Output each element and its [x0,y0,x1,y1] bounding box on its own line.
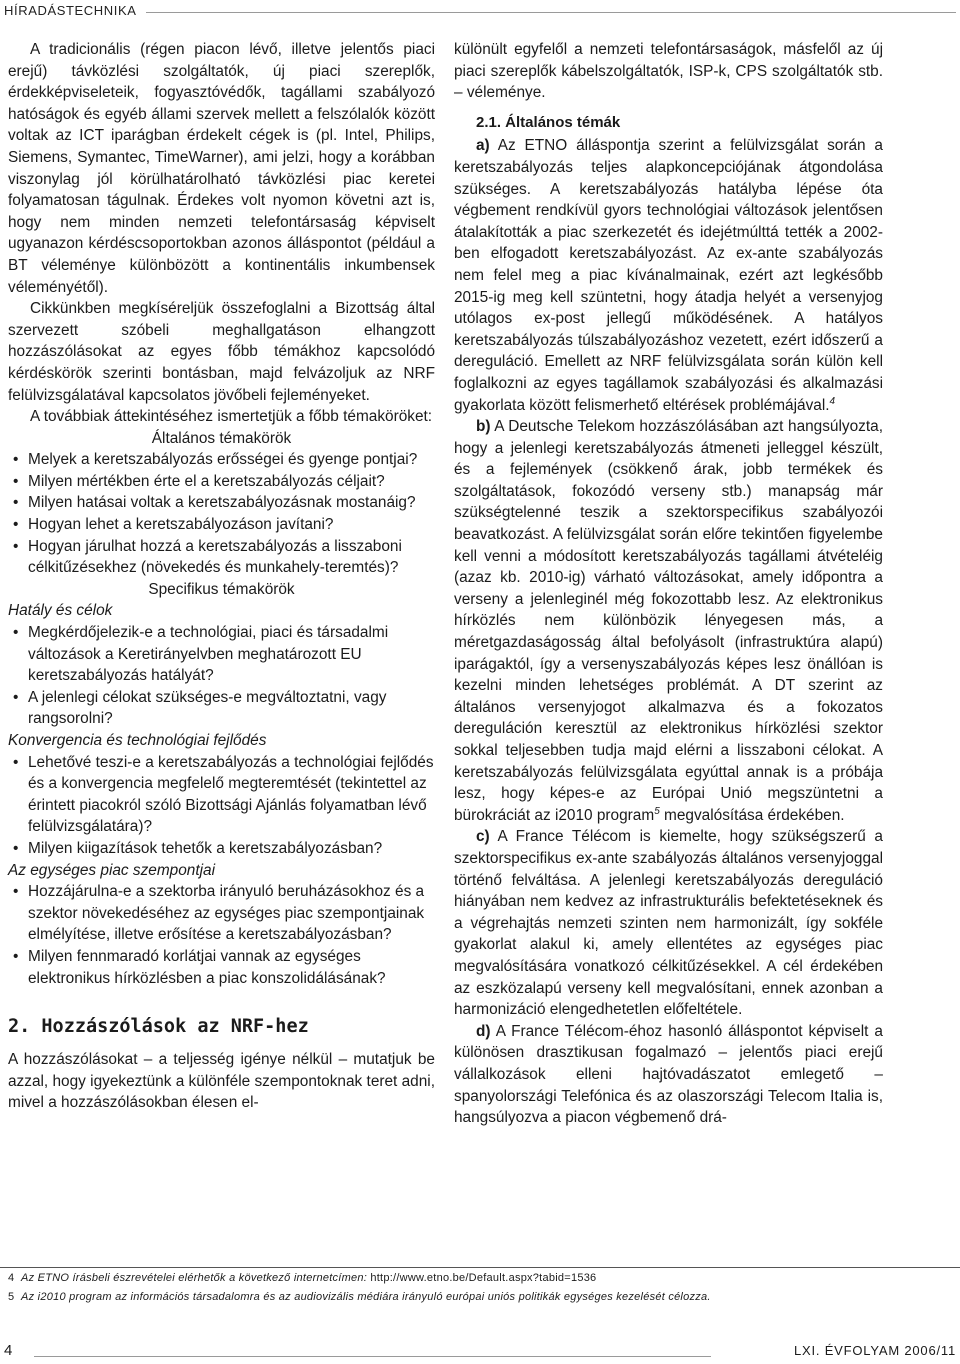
item-text-d: A France Télécom-éhoz hasonló álláspontot képviselt a különösen drasztikusan fogalmazó – jelentős piaci erejű vállalkozások elleni hajtóvadászatot emlegető – spanyolországi Telefónica és az olaszországi Telecom Italia is, hangsúlyozva a piacon végbemenő drá- [454,1022,883,1127]
volume-info: LXI. ÉVFOLYAM 2006/11 [793,1343,956,1358]
section-heading-2: 2. Hozzászólások az NRF-hez [8,1016,309,1038]
paragraph-b [454,416,883,826]
heading-specific-topics: Specifikus témakörök [148,580,295,598]
item-label-c: c) [476,828,490,846]
paragraph-summary: Cikkünkben megkíséreljük összefoglalni a Bizottság által szervezett szóbeli meghallgatáson elhangzott hozzászólásokat az egyes főbb témákhoz kapcsolódó kérdéskörök szerinti bontásban, majd felvázoljuk az NRF felülvizsgálatával kapcsolatos jövőbeli fejleményeket. [8,300,435,404]
list-item: • Megkérdőjelezik-e a technológiai, piaci és társadalmi változások a Keretirányelvben meghatározott EU keretszabályozás hatályát? [8,622,435,687]
subheading-scope: Hatály és célok [8,602,113,620]
paragraph-c [454,826,883,1020]
item-text-b: A Deutsche Telekom hozzászólásában azt hangsúlyozta, hogy a jelenlegi keretszabályozás átmeneti jelleggel készült, és a fejlemények (csökkenő árak, jobb termékek és szolgáltatások, fokozódó verseny stb.) manapság már szükségtelenné teszik a szektorspecifikus szabályozói beavatkozást. A felülvizsgálat során előre tekintően figyelembe kell venni a módosított keretszabályozás tagállami átvételéig (azaz kb. 2010-ig) várható változásokat, amely időpontra a verseny a jelenleginél még fokozottabb lesz. Az elektronikus hírközlés nem különbözik lényegesen más, a méretgazdaságosság által befolyásolt (infrastruktúra alapú) iparágaktól, így a versenyszabályozás képes lesz önállóan is kezelni minden lehetséges problémát. A DT szerint az általános versenyjogot alkalmazva és a fokozatos dereguláción keresztül az elektronikus hírközlési szektor sokkal teljesebben tudja majd elérni a lisszaboni célokat. A keretszabályozás felülvizsgálata egyúttal annak is a próbája lesz, hogy képes-e az Európai Unió megszüntetni a bürokráciát az i2010 program [454,418,883,824]
header-rule [146,12,956,13]
page-footer [4,1340,956,1362]
footnote-number: 4 [8,1272,15,1284]
general-topics-list [8,449,435,579]
heading-general-topics: Általános témakörök [151,429,292,447]
footnote-text: Az ETNO írásbeli észrevételei elérhetők a következő internetcímen: [21,1272,368,1284]
subsection-heading-2-1: 2.1. Általános témák [476,113,621,131]
footnote-ref-5: 5 [654,805,660,817]
list-item: • Lehetővé teszi-e a keretszabályozás a technológiai fejlődés és a konvergencia megfelelő megteremtését (tekintettel az érintett piacokról szóló Bizottsági Ajánlás folyamatban lévő felülvizsgálatára)? [8,752,435,838]
footnote-4 [8,1272,596,1285]
section-title: HÍRADÁSTECHNIKA [4,3,137,18]
scope-list [8,622,435,730]
footnote-5 [8,1291,711,1304]
list-item: • Milyen kiigazítások tehetők a keretszabályozásban? [8,838,435,860]
convergence-list [8,752,435,860]
footnote-number: 5 [8,1291,15,1303]
paragraph-a [454,135,883,416]
list-item: • Hogyan járulhat hozzá a keretszabályozás a lisszaboni célkitűzésekhez (növekedés és munkahely-teremtés)? [8,536,435,579]
item-label-d: d) [476,1022,491,1040]
footnote-ref-4: 4 [829,395,836,407]
paragraph-intro: A tradicionális (régen piacon lévő, illetve jelentős piaci erejű) távközlési szolgáltatók, új piaci szereplők, érdekképviseleteik, fogyasztóvédők, tagállami szabályozó hatóságok és egyéb állami szervek mellett a felszólalók között voltak az ICT iparágban érdekelt cégek is (pl. Intel, Philips, Siemens, Symantec, TimeWarner), ami jelzi, hogy a korábban viszonylag jól körülhatárolható távközlési piac keretei folyamatosan tágulnak. Érdekes volt nyomon követni azt is, hogy nem minden nemzeti telefontársaság képviselt ugyanazon kérdéscsoportokban azonos álláspontot (például a BT véleménye különbözött a kontinentális inkumbensek véleményétől). [8,41,435,296]
left-column [8,39,435,1114]
page-number: 4 [4,1342,13,1359]
item-text-b-tail: megvalósítása érdekében. [659,806,845,824]
list-item: • Hogyan lehet a keretszabályozáson javítani? [8,514,435,536]
item-label-a: a) [476,137,490,155]
footnote-text: Az i2010 program az információs társadalomra és az audiovizális médiára irányuló európai uniós politikák egységes kezelését célozza. [21,1291,711,1303]
paragraph-section2-intro: A hozzászólásokat – a teljesség igénye nélkül – mutatjuk be azzal, hogy igyekeztünk a különféle szempontoknak teret adni, mivel a hozzászólásokban élesen el- [8,1051,435,1112]
list-item: • A jelenlegi célokat szükséges-e megváltoztatni, vagy rangsorolni? [8,687,435,730]
list-item: • Hozzájárulna-e a szektorba irányuló beruházásokhoz és a szektor növekedéséhez az egységes piac szempontjainak elmélyítése, illetve erősítése a keretszabályozásban? [8,881,435,946]
running-header [4,1,956,21]
item-label-b: b) [476,418,491,436]
paragraph-topics: A továbbiak áttekintéséhez ismertetjük a főbb témaköröket: [30,408,433,426]
footnote-link[interactable]: http://www.etno.be/Default.aspx?tabid=1536 [370,1272,597,1284]
subheading-convergence: Konvergencia és technológiai fejlődés [8,732,267,749]
item-text-c: A France Télécom is kiemelte, hogy szükségszerű a szektorspecifikus ex-ante szabályozás általános versenyjoggal történő felváltása. A jelenlegi keretszabályozás dereguláció hiányában nem kedvez az infrastrukturális befektetéseknek és a végrehajtás nemzeti szinten nem harmonizált, így sokféle gyakorlat alakul ki, amely ellentétes az egységes piac megvalósítására vonatkozó célkitűzésekkel. A cél érdekében az eszközalapú verseny kell megvalósítani, ennek azonban a harmonizáció elengedhetetlen előfeltétele. [454,828,883,1019]
list-item: • Milyen hatásai voltak a keretszabályozásnak mostanáig? [8,492,435,514]
list-item: • Milyen mértékben érte el a keretszabályozás céljait? [8,471,435,493]
list-item: • Melyek a keretszabályozás erősségei és gyenge pontjai? [8,449,435,471]
item-text-a: Az ETNO álláspontja szerint a felülvizsgálat során a keretszabályozás teljes alapkoncepciójának átgondolása szükséges. A keretszabályozás hatályba lépése óta végbement rendkívül gyors technológiai változások jelentősen átalakították a piac szerkezetét és idejétmúlttá tették a 2002-ben elfogadott keretszabályozást. Az ex-ante szabályozás nem felel meg a piac kívánalmainak, ezért azt legkésőbb 2015-ig meg kell szüntetni, hogy átadja helyét a versenyjog utólagos ex-post jellegű működésének. A hatályos keretszabályozás túlszabályozáshoz vezetett, ezért időszerű a dereguláció. Emellett az NRF felülvizsgálata során külön kell foglalkozni az egyes tagállamok szabályozási és alkalmazási gyakorlata között felismerhető eltérések problémájával. [454,137,883,414]
footnote-rule [0,1267,960,1268]
paragraph-d [454,1021,883,1129]
list-item: • Milyen fennmaradó korlátjai vannak az egységes elektronikus hírközlésben a piac konszolidálásának? [8,946,435,989]
single-market-list [8,881,435,989]
subheading-single-market: Az egységes piac szempontjai [8,861,216,879]
footer-rule [34,1356,711,1357]
right-column [454,39,883,1129]
paragraph-continued: különült egyfelől a nemzeti telefontársaságok, másfelől az új piaci szereplők kábelszolgáltatók, ISP-k, CPS szolgáltatók stb. – véleménye. [454,41,883,102]
